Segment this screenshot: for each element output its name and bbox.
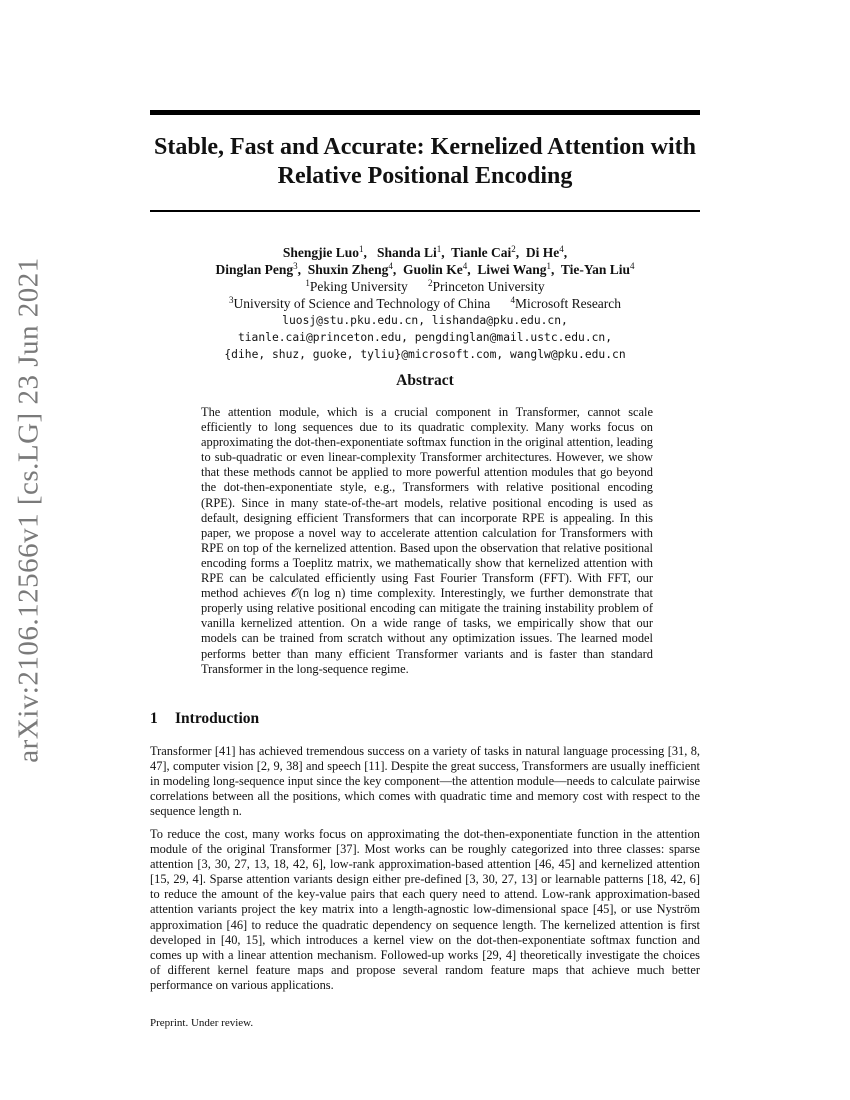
title-line-2: Relative Positional Encoding — [277, 163, 573, 189]
page-footer: Preprint. Under review. — [150, 1017, 254, 1029]
title-top-rule — [150, 110, 700, 115]
affiliation-line-2 — [150, 295, 700, 312]
affiliation: $^4$Microsoft Research — [510, 295, 622, 311]
author: Liwei Wang$^1$, — [477, 261, 558, 277]
affiliation: $^2$Princeton University — [428, 278, 545, 294]
email-line: tianle.cai@princeton.edu, pengdinglan@mail.ustc.edu.cn, — [237, 331, 613, 344]
author: Shuxin Zheng$^4$, — [307, 261, 400, 277]
email-line: luosj@stu.pku.edu.cn, lishanda@pku.edu.cn, — [282, 314, 568, 327]
affiliation: $^3$University of Science and Technology of China — [228, 295, 491, 311]
title-line-1: Stable, Fast and Accurate: Kernelized Attention with — [154, 134, 696, 160]
author: Tianle Cai$^2$, — [451, 244, 523, 260]
author: Di He$^4$, — [525, 244, 568, 260]
author: Dinglan Peng$^3$, — [215, 261, 305, 277]
arxiv-identifier-stamp — [4, 257, 54, 763]
author-block — [150, 244, 700, 363]
abstract-heading: Abstract — [396, 372, 454, 389]
email-line: {dihe, shuz, guoke, tyliu}@microsoft.com, wanglw@pku.edu.cn — [224, 348, 626, 361]
arxiv-identifier-text: arXiv:2106.12566v1 [cs.LG] 23 Jun 2021 — [12, 257, 45, 763]
author-line-1 — [150, 244, 700, 261]
author: Tie-Yan Liu$^4$ — [560, 261, 635, 277]
affiliation-line-1 — [150, 278, 700, 295]
author-line-2 — [150, 261, 700, 278]
paper-title — [150, 133, 700, 191]
section-heading-introduction — [150, 710, 259, 728]
intro-paragraph-2: To reduce the cost, many works focus on approximating the dot-then-exponentiate function in the attention module of the original Transformer [37]. Most works can be roughly categorized into three classes: sparse attention [3, 30, 27, 13, 18, 42, 6], low-rank approximation-based attention [46, 45] and kernelized attention [15, 29, 4]. Sparse attention variants design either pre-defined [3, 30, 27, 13] or learnable patterns [18, 42, 6] to reduce the amount of the key-value pairs that each query need to attend. Low-rank approximation-based attention variants project the key matrix into a length-agnostic low-dimensional space [45], or use Nyström approximation [46] to reduce the quadratic dependency on sequence length. The kernelized attention is first developed in [40, 15], which introduces a kernel view on the dot-then-exponentiate softmax function and comes up with a linear attention mechanism. Followed-up works [29, 4] theoretically investigate the choices of different kernel feature maps and propose several random feature maps that achieve much better performance on various applications. — [150, 827, 700, 992]
section-number: 1 — [150, 710, 158, 727]
title-bottom-rule — [150, 210, 700, 212]
affiliation: $^1$Peking University — [305, 278, 408, 294]
author: Shanda Li$^1$, — [377, 244, 448, 260]
author: Shengjie Luo$^1$, — [282, 244, 374, 260]
section-title: Introduction — [175, 710, 260, 727]
abstract-body: The attention module, which is a crucial component in Transformer, cannot scale efficiently to long sequences due to its quadratic complexity. Many works focus on approximating the dot-then-exponentiate softmax function in the original attention, leading to sub-quadratic or even linear-complexity Transformer architectures. However, we show that these methods cannot be applied to more powerful attention modules that go beyond the dot-then-exponentiate style, e.g., Transformers with relative positional encoding (RPE). Since in many state-of-the-art models, relative positional encoding is used as default, designing efficient Transformers that can incorporate RPE is appealing. In this paper, we propose a novel way to accelerate attention calculation for Transformers with RPE on top of the kernelized attention. Based upon the observation that relative positional encoding forms a Toeplitz matrix, we mathematically show that kernelized attention with RPE can be calculated efficiently using Fast Fourier Transform (FFT). With FFT, our method achieves 𝒪(n log n) time complexity. Interestingly, we further demonstrate that properly using relative positional encoding can mitigate the training instability problem of vanilla kernelized attention. On a wide range of tasks, we empirically show that our models can be trained from scratch without any optimization issues. The learned model performs better than many efficient Transformer variants and is faster than standard Transformer in the long-sequence regime. — [201, 405, 653, 676]
author: Guolin Ke$^4$, — [403, 261, 474, 277]
intro-paragraph-1: Transformer [41] has achieved tremendous success on a variety of tasks in natural language processing [31, 8, 47], computer vision [2, 9, 38] and speech [11]. Despite the great success, Transformers are usually inefficient in modeling long-sequence input since the key component—the attention module—needs to calculate pairwise correlations between all the positions, which comes with quadratic time and memory cost with respect to the sequence length n. — [150, 744, 700, 819]
